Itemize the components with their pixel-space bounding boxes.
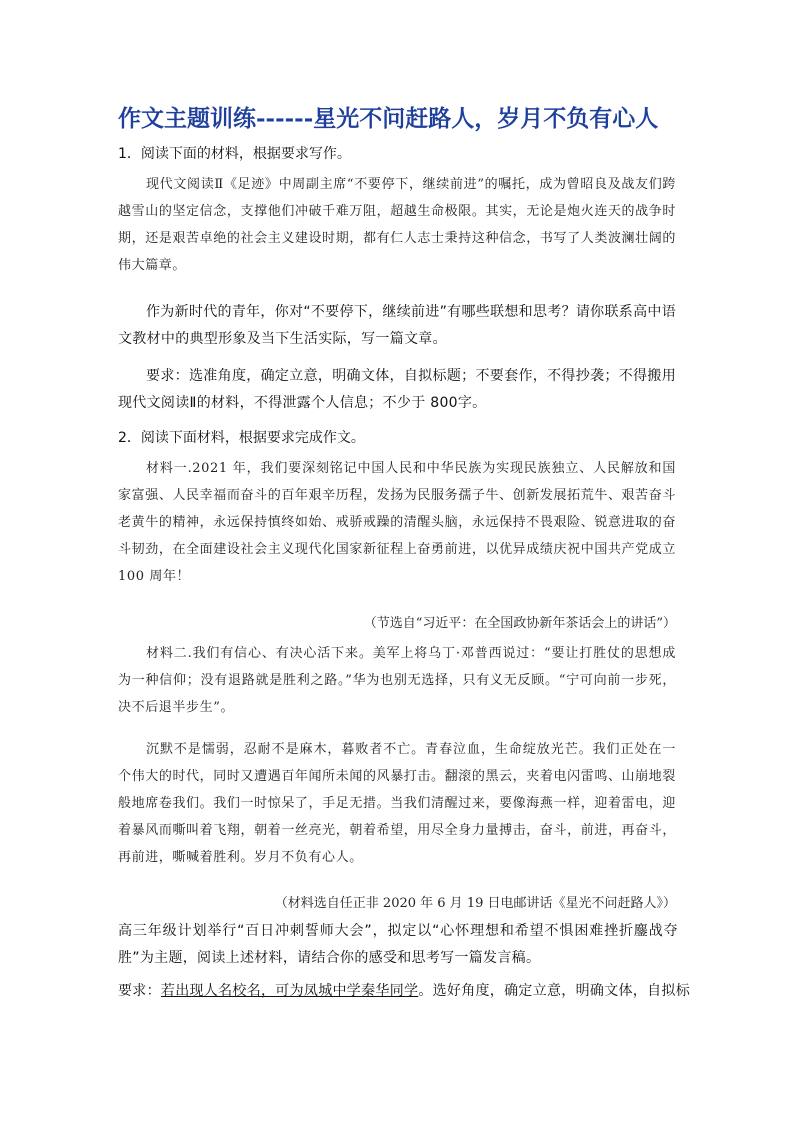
question-1-heading: 1．阅读下面的材料，根据要求写作。: [118, 146, 351, 162]
question-1-material: 现代文阅读Ⅱ《足迹》中周副主席“不要停下，继续前进”的嘱托，成为曾昭良及战友们跨越雪山的坚定信念，支撑他们冲破千难万阻，超越生命极限。其实，无论是炮火连天的战争时期，还是艰苦卓绝的社会主义建设时期，都有仁人志士秉持这种信念，书写了人类波澜壮阔的伟大篇章。: [118, 177, 676, 273]
requirements-label: 要求：: [118, 983, 161, 999]
question-2-material-2: 材料二.我们有信心、有决心活下来。美军上将乌丁·邓普西说过：“要让打胜仗的思想成为一种信仰；没有退路就是胜利之路。”华为也别无选择，只有义无反顾。“宁可向前一步死，决不后退半步生”。: [118, 646, 676, 715]
page-title: 作文主题训练------星光不问赶路人，岁月不负有心人: [118, 105, 659, 132]
question-2-source-1: （节选自“习近平：在全国政协新年茶话会上的讲话”）: [363, 616, 676, 631]
question-1-prompt: 作为新时代的青年，你对“不要停下，继续前进”有哪些联想和思考？请你联系高中语文教材中的典型形象及当下生活实际，写一篇文章。: [118, 304, 676, 347]
question-2-material-3: 沉默不是懦弱，忍耐不是麻木，暮败者不亡。青春泣血，生命绽放光芒。我们正处在一个伟大的时代，同时又遭遇百年闻所未闻的风暴打击。翻滚的黑云，夹着电闪雷鸣、山崩地裂般地席卷我们。我们一时惊呆了，手足无措。当我们清醒过来，要像海燕一样，迎着雷电，迎着暴风而嘶叫着飞翔，朝着一丝亮光，朝着希望，用尽全身力量搏击，奋斗，前进，再奋斗，再前进，嘶喊着胜利。岁月不负有心人。: [118, 742, 676, 865]
question-2-material-1: 材料一.2021 年，我们要深刻铭记中国人民和中华民族为实现民族独立、人民解放和国家富强、人民幸福而奋斗的百年艰辛历程，发扬为民服务孺子牛、创新发展拓荒牛、艰苦奋斗老黄牛的精神，永远保持慎终如始、戒骄戒躁的清醒头脑，永远保持不畏艰险、锐意进取的奋斗韧劲，在全面建设社会主义现代化国家新征程上奋勇前进，以优异成绩庆祝中国共产党成立 100 周年！: [118, 461, 676, 584]
question-2-task: 高三年级计划举行“百日冲刺誓师大会”，拟定以“心怀理想和希望不惧困难挫折鏖战夺胜”为主题，阅读上述材料，请结合你的感受和思考写一篇发言稿。: [118, 923, 678, 966]
question-2-requirements: [118, 978, 691, 1005]
requirements-underlined: 若出现人名校名，可为凤城中学秦华同学: [160, 983, 419, 999]
question-1-requirements: 要求：选准角度，确定立意，明确文体，自拟标题；不要套作，不得抄袭；不得搬用现代文阅读Ⅱ的材料，不得泄露个人信息；不少于 800字。: [118, 368, 676, 411]
question-2-source-2: （材料选自任正非 2020 年 6 月 19 日电邮讲话《星光不问赶路人》）: [274, 896, 676, 911]
requirements-rest: 。选好角度，确定立意，明确文体，自拟标: [418, 983, 691, 999]
question-2-heading: 2．阅读下面材料，根据要求完成作文。: [118, 430, 365, 446]
